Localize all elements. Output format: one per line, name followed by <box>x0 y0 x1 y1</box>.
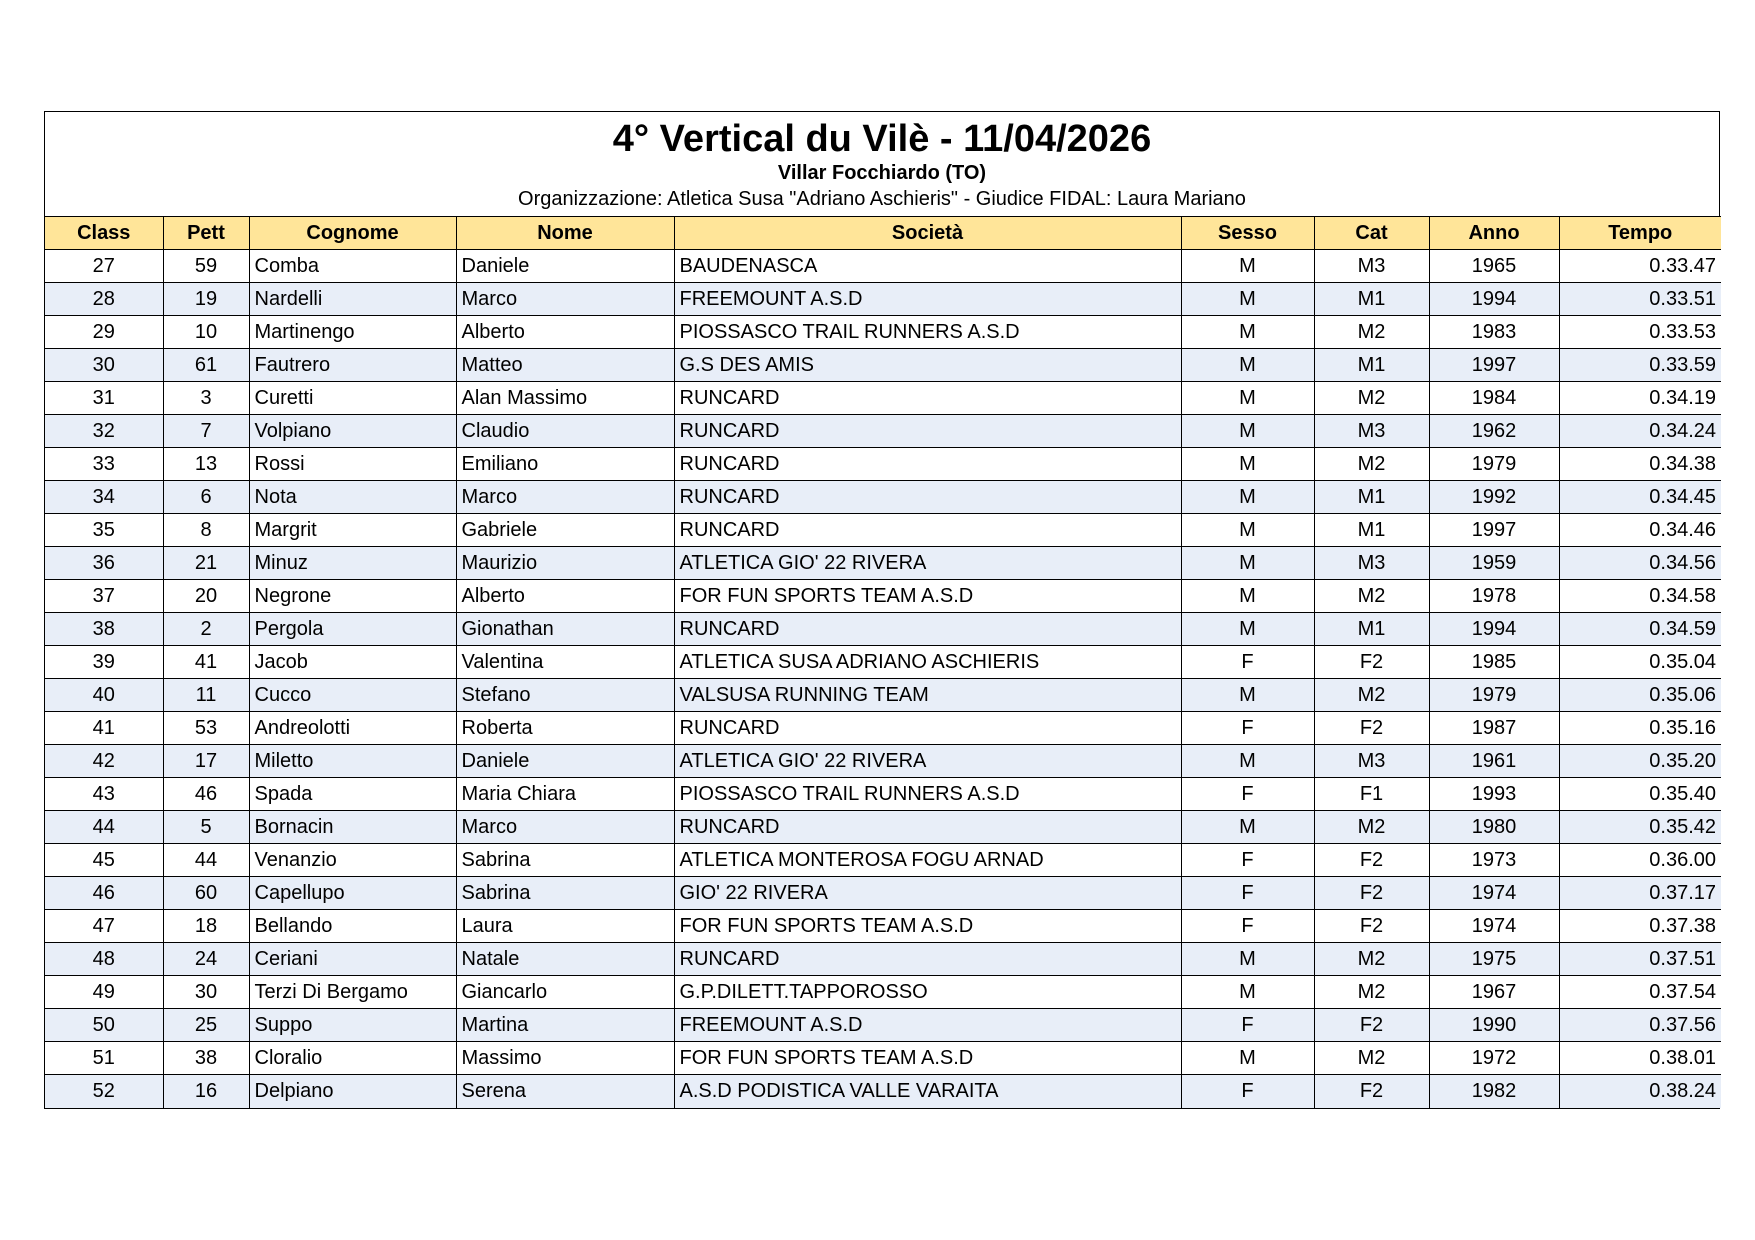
cell-cat: M3 <box>1314 547 1429 580</box>
cell-pett: 8 <box>163 514 249 547</box>
cell-tempo: 0.36.00 <box>1559 844 1721 877</box>
cell-nome: Roberta <box>456 712 674 745</box>
cell-cat: M1 <box>1314 514 1429 547</box>
cell-cat: M3 <box>1314 745 1429 778</box>
cell-pett: 11 <box>163 679 249 712</box>
cell-class: 45 <box>45 844 163 877</box>
cell-anno: 1987 <box>1429 712 1559 745</box>
cell-pett: 59 <box>163 250 249 283</box>
cell-societa: G.P.DILETT.TAPPOROSSO <box>674 976 1181 1009</box>
cell-sesso: M <box>1181 316 1314 349</box>
cell-pett: 41 <box>163 646 249 679</box>
cell-class: 27 <box>45 250 163 283</box>
cell-class: 34 <box>45 481 163 514</box>
cell-societa: PIOSSASCO TRAIL RUNNERS A.S.D <box>674 778 1181 811</box>
cell-cognome: Nardelli <box>249 283 456 316</box>
cell-pett: 24 <box>163 943 249 976</box>
cell-sesso: F <box>1181 1075 1314 1108</box>
cell-tempo: 0.34.24 <box>1559 415 1721 448</box>
cell-cat: M3 <box>1314 250 1429 283</box>
cell-pett: 5 <box>163 811 249 844</box>
cell-sesso: F <box>1181 646 1314 679</box>
cell-anno: 1979 <box>1429 679 1559 712</box>
cell-nome: Marco <box>456 811 674 844</box>
cell-pett: 7 <box>163 415 249 448</box>
cell-class: 33 <box>45 448 163 481</box>
cell-societa: RUNCARD <box>674 712 1181 745</box>
table-row <box>45 844 1721 877</box>
cell-cognome: Bellando <box>249 910 456 943</box>
column-header-class: Class <box>45 217 163 250</box>
cell-class: 35 <box>45 514 163 547</box>
cell-cognome: Margrit <box>249 514 456 547</box>
cell-tempo: 0.34.46 <box>1559 514 1721 547</box>
cell-nome: Marco <box>456 481 674 514</box>
table-row <box>45 547 1721 580</box>
cell-societa: RUNCARD <box>674 514 1181 547</box>
cell-anno: 1983 <box>1429 316 1559 349</box>
cell-societa: VALSUSA RUNNING TEAM <box>674 679 1181 712</box>
cell-nome: Serena <box>456 1075 674 1108</box>
cell-sesso: M <box>1181 811 1314 844</box>
results-header <box>45 112 1719 216</box>
cell-anno: 1985 <box>1429 646 1559 679</box>
cell-societa: GIO' 22 RIVERA <box>674 877 1181 910</box>
cell-class: 37 <box>45 580 163 613</box>
cell-cat: F2 <box>1314 910 1429 943</box>
cell-nome: Stefano <box>456 679 674 712</box>
table-row <box>45 712 1721 745</box>
cell-sesso: M <box>1181 613 1314 646</box>
cell-cognome: Terzi Di Bergamo <box>249 976 456 1009</box>
cell-anno: 1959 <box>1429 547 1559 580</box>
cell-sesso: M <box>1181 679 1314 712</box>
cell-cat: M2 <box>1314 943 1429 976</box>
cell-tempo: 0.34.19 <box>1559 382 1721 415</box>
cell-class: 29 <box>45 316 163 349</box>
results-body <box>45 250 1721 1108</box>
cell-sesso: F <box>1181 1009 1314 1042</box>
cell-nome: Gionathan <box>456 613 674 646</box>
cell-anno: 1975 <box>1429 943 1559 976</box>
cell-pett: 16 <box>163 1075 249 1108</box>
cell-anno: 1974 <box>1429 910 1559 943</box>
cell-cognome: Suppo <box>249 1009 456 1042</box>
cell-societa: FOR FUN SPORTS TEAM A.S.D <box>674 580 1181 613</box>
cell-societa: FOR FUN SPORTS TEAM A.S.D <box>674 910 1181 943</box>
column-header-anno: Anno <box>1429 217 1559 250</box>
cell-cat: F2 <box>1314 1009 1429 1042</box>
cell-tempo: 0.33.47 <box>1559 250 1721 283</box>
cell-cognome: Jacob <box>249 646 456 679</box>
cell-cognome: Andreolotti <box>249 712 456 745</box>
cell-sesso: M <box>1181 481 1314 514</box>
cell-cat: M1 <box>1314 283 1429 316</box>
cell-nome: Emiliano <box>456 448 674 481</box>
cell-anno: 1972 <box>1429 1042 1559 1075</box>
cell-nome: Sabrina <box>456 877 674 910</box>
cell-anno: 1992 <box>1429 481 1559 514</box>
cell-anno: 1997 <box>1429 514 1559 547</box>
cell-anno: 1962 <box>1429 415 1559 448</box>
cell-societa: BAUDENASCA <box>674 250 1181 283</box>
table-row <box>45 514 1721 547</box>
cell-nome: Alberto <box>456 580 674 613</box>
cell-sesso: F <box>1181 877 1314 910</box>
cell-tempo: 0.33.53 <box>1559 316 1721 349</box>
cell-tempo: 0.34.45 <box>1559 481 1721 514</box>
column-header-cognome: Cognome <box>249 217 456 250</box>
cell-tempo: 0.33.59 <box>1559 349 1721 382</box>
table-header-row <box>45 217 1721 250</box>
cell-tempo: 0.38.24 <box>1559 1075 1721 1108</box>
cell-tempo: 0.34.59 <box>1559 613 1721 646</box>
cell-societa: RUNCARD <box>674 448 1181 481</box>
event-title: 4° Vertical du Vilè - 11/04/2026 <box>612 118 1152 160</box>
cell-anno: 1973 <box>1429 844 1559 877</box>
table-row <box>45 250 1721 283</box>
cell-cat: M1 <box>1314 349 1429 382</box>
cell-class: 31 <box>45 382 163 415</box>
table-row <box>45 943 1721 976</box>
cell-sesso: F <box>1181 844 1314 877</box>
cell-tempo: 0.35.16 <box>1559 712 1721 745</box>
cell-societa: ATLETICA MONTEROSA FOGU ARNAD <box>674 844 1181 877</box>
cell-anno: 1979 <box>1429 448 1559 481</box>
table-row <box>45 910 1721 943</box>
cell-cat: M2 <box>1314 448 1429 481</box>
cell-class: 36 <box>45 547 163 580</box>
cell-pett: 30 <box>163 976 249 1009</box>
cell-tempo: 0.35.06 <box>1559 679 1721 712</box>
cell-cat: M2 <box>1314 679 1429 712</box>
cell-pett: 20 <box>163 580 249 613</box>
cell-class: 42 <box>45 745 163 778</box>
cell-cognome: Cucco <box>249 679 456 712</box>
cell-pett: 61 <box>163 349 249 382</box>
cell-sesso: M <box>1181 580 1314 613</box>
cell-societa: RUNCARD <box>674 481 1181 514</box>
cell-anno: 1994 <box>1429 283 1559 316</box>
cell-cognome: Ceriani <box>249 943 456 976</box>
cell-pett: 2 <box>163 613 249 646</box>
cell-cat: M2 <box>1314 1042 1429 1075</box>
cell-nome: Claudio <box>456 415 674 448</box>
cell-cat: F1 <box>1314 778 1429 811</box>
cell-cognome: Comba <box>249 250 456 283</box>
cell-societa: ATLETICA SUSA ADRIANO ASCHIERIS <box>674 646 1181 679</box>
cell-class: 41 <box>45 712 163 745</box>
cell-cat: F2 <box>1314 877 1429 910</box>
table-row <box>45 877 1721 910</box>
column-header-societa: Società <box>674 217 1181 250</box>
cell-nome: Massimo <box>456 1042 674 1075</box>
cell-tempo: 0.37.51 <box>1559 943 1721 976</box>
cell-anno: 1984 <box>1429 382 1559 415</box>
cell-anno: 1965 <box>1429 250 1559 283</box>
cell-sesso: M <box>1181 514 1314 547</box>
column-header-nome: Nome <box>456 217 674 250</box>
cell-societa: RUNCARD <box>674 382 1181 415</box>
cell-anno: 1974 <box>1429 877 1559 910</box>
cell-pett: 25 <box>163 1009 249 1042</box>
cell-class: 38 <box>45 613 163 646</box>
cell-cat: M1 <box>1314 613 1429 646</box>
cell-cognome: Delpiano <box>249 1075 456 1108</box>
cell-class: 46 <box>45 877 163 910</box>
cell-societa: RUNCARD <box>674 811 1181 844</box>
cell-cognome: Volpiano <box>249 415 456 448</box>
table-row <box>45 778 1721 811</box>
cell-nome: Sabrina <box>456 844 674 877</box>
cell-cat: F2 <box>1314 1075 1429 1108</box>
cell-sesso: M <box>1181 448 1314 481</box>
cell-cognome: Negrone <box>249 580 456 613</box>
cell-sesso: M <box>1181 943 1314 976</box>
cell-pett: 53 <box>163 712 249 745</box>
cell-tempo: 0.35.20 <box>1559 745 1721 778</box>
cell-class: 32 <box>45 415 163 448</box>
cell-pett: 46 <box>163 778 249 811</box>
cell-class: 51 <box>45 1042 163 1075</box>
cell-cognome: Capellupo <box>249 877 456 910</box>
table-row <box>45 1042 1721 1075</box>
cell-pett: 18 <box>163 910 249 943</box>
table-row <box>45 679 1721 712</box>
cell-class: 30 <box>45 349 163 382</box>
cell-societa: RUNCARD <box>674 943 1181 976</box>
cell-class: 43 <box>45 778 163 811</box>
table-row <box>45 1009 1721 1042</box>
cell-tempo: 0.37.17 <box>1559 877 1721 910</box>
cell-cognome: Spada <box>249 778 456 811</box>
cell-sesso: F <box>1181 712 1314 745</box>
cell-societa: RUNCARD <box>674 613 1181 646</box>
table-row <box>45 349 1721 382</box>
cell-cat: M2 <box>1314 976 1429 1009</box>
cell-class: 28 <box>45 283 163 316</box>
cell-tempo: 0.34.56 <box>1559 547 1721 580</box>
cell-anno: 1980 <box>1429 811 1559 844</box>
cell-anno: 1990 <box>1429 1009 1559 1042</box>
cell-tempo: 0.37.56 <box>1559 1009 1721 1042</box>
cell-anno: 1997 <box>1429 349 1559 382</box>
cell-societa: FOR FUN SPORTS TEAM A.S.D <box>674 1042 1181 1075</box>
cell-tempo: 0.34.38 <box>1559 448 1721 481</box>
cell-anno: 1994 <box>1429 613 1559 646</box>
cell-pett: 44 <box>163 844 249 877</box>
table-row <box>45 1075 1721 1108</box>
cell-class: 47 <box>45 910 163 943</box>
cell-sesso: M <box>1181 745 1314 778</box>
cell-pett: 21 <box>163 547 249 580</box>
cell-cognome: Curetti <box>249 382 456 415</box>
cell-anno: 1967 <box>1429 976 1559 1009</box>
cell-class: 50 <box>45 1009 163 1042</box>
cell-pett: 60 <box>163 877 249 910</box>
cell-societa: G.S DES AMIS <box>674 349 1181 382</box>
cell-cognome: Fautrero <box>249 349 456 382</box>
cell-cat: M1 <box>1314 481 1429 514</box>
cell-cognome: Minuz <box>249 547 456 580</box>
cell-sesso: M <box>1181 415 1314 448</box>
cell-sesso: F <box>1181 778 1314 811</box>
cell-class: 44 <box>45 811 163 844</box>
cell-societa: ATLETICA GIO' 22 RIVERA <box>674 547 1181 580</box>
cell-societa: PIOSSASCO TRAIL RUNNERS A.S.D <box>674 316 1181 349</box>
cell-cat: M2 <box>1314 316 1429 349</box>
cell-tempo: 0.37.54 <box>1559 976 1721 1009</box>
table-row <box>45 811 1721 844</box>
cell-anno: 1961 <box>1429 745 1559 778</box>
cell-pett: 17 <box>163 745 249 778</box>
results-table <box>45 216 1721 1108</box>
cell-tempo: 0.38.01 <box>1559 1042 1721 1075</box>
cell-sesso: M <box>1181 382 1314 415</box>
cell-societa: FREEMOUNT A.S.D <box>674 283 1181 316</box>
cell-cognome: Venanzio <box>249 844 456 877</box>
table-row <box>45 448 1721 481</box>
cell-pett: 10 <box>163 316 249 349</box>
cell-pett: 38 <box>163 1042 249 1075</box>
cell-tempo: 0.33.51 <box>1559 283 1721 316</box>
cell-societa: A.S.D PODISTICA VALLE VARAITA <box>674 1075 1181 1108</box>
cell-cat: F2 <box>1314 646 1429 679</box>
table-row <box>45 415 1721 448</box>
cell-nome: Maria Chiara <box>456 778 674 811</box>
column-header-cat: Cat <box>1314 217 1429 250</box>
cell-cognome: Bornacin <box>249 811 456 844</box>
table-row <box>45 976 1721 1009</box>
cell-societa: FREEMOUNT A.S.D <box>674 1009 1181 1042</box>
table-row <box>45 382 1721 415</box>
cell-cat: M2 <box>1314 580 1429 613</box>
table-row <box>45 283 1721 316</box>
cell-cognome: Pergola <box>249 613 456 646</box>
cell-cognome: Miletto <box>249 745 456 778</box>
cell-sesso: M <box>1181 349 1314 382</box>
cell-class: 49 <box>45 976 163 1009</box>
cell-nome: Marco <box>456 283 674 316</box>
cell-tempo: 0.35.04 <box>1559 646 1721 679</box>
cell-nome: Alberto <box>456 316 674 349</box>
cell-tempo: 0.37.38 <box>1559 910 1721 943</box>
cell-cat: F2 <box>1314 712 1429 745</box>
cell-societa: ATLETICA GIO' 22 RIVERA <box>674 745 1181 778</box>
cell-pett: 6 <box>163 481 249 514</box>
cell-anno: 1993 <box>1429 778 1559 811</box>
column-header-tempo: Tempo <box>1559 217 1721 250</box>
cell-cat: F2 <box>1314 844 1429 877</box>
cell-nome: Daniele <box>456 745 674 778</box>
cell-class: 52 <box>45 1075 163 1108</box>
cell-sesso: M <box>1181 1042 1314 1075</box>
cell-societa: RUNCARD <box>674 415 1181 448</box>
cell-class: 48 <box>45 943 163 976</box>
cell-nome: Giancarlo <box>456 976 674 1009</box>
table-row <box>45 646 1721 679</box>
cell-sesso: M <box>1181 547 1314 580</box>
event-organization: Organizzazione: Atletica Susa "Adriano Aschieris" - Giudice FIDAL: Laura Mariano <box>518 188 1246 210</box>
table-row <box>45 481 1721 514</box>
cell-class: 40 <box>45 679 163 712</box>
results-sheet <box>44 111 1720 1109</box>
cell-anno: 1978 <box>1429 580 1559 613</box>
cell-nome: Alan Massimo <box>456 382 674 415</box>
event-location: Villar Focchiardo (TO) <box>777 162 987 184</box>
cell-cat: M2 <box>1314 382 1429 415</box>
table-row <box>45 745 1721 778</box>
cell-cat: M2 <box>1314 811 1429 844</box>
cell-nome: Natale <box>456 943 674 976</box>
cell-nome: Maurizio <box>456 547 674 580</box>
table-row <box>45 613 1721 646</box>
cell-nome: Martina <box>456 1009 674 1042</box>
cell-sesso: M <box>1181 250 1314 283</box>
cell-pett: 13 <box>163 448 249 481</box>
cell-tempo: 0.34.58 <box>1559 580 1721 613</box>
cell-nome: Matteo <box>456 349 674 382</box>
column-header-sesso: Sesso <box>1181 217 1314 250</box>
cell-cognome: Nota <box>249 481 456 514</box>
cell-nome: Valentina <box>456 646 674 679</box>
cell-cognome: Martinengo <box>249 316 456 349</box>
cell-cognome: Cloralio <box>249 1042 456 1075</box>
cell-nome: Gabriele <box>456 514 674 547</box>
cell-pett: 19 <box>163 283 249 316</box>
cell-sesso: M <box>1181 976 1314 1009</box>
cell-nome: Laura <box>456 910 674 943</box>
cell-sesso: F <box>1181 910 1314 943</box>
cell-cat: M3 <box>1314 415 1429 448</box>
table-row <box>45 316 1721 349</box>
table-row <box>45 580 1721 613</box>
cell-sesso: M <box>1181 283 1314 316</box>
cell-tempo: 0.35.40 <box>1559 778 1721 811</box>
cell-nome: Daniele <box>456 250 674 283</box>
cell-pett: 3 <box>163 382 249 415</box>
cell-anno: 1982 <box>1429 1075 1559 1108</box>
cell-class: 39 <box>45 646 163 679</box>
column-header-pett: Pett <box>163 217 249 250</box>
cell-tempo: 0.35.42 <box>1559 811 1721 844</box>
cell-cognome: Rossi <box>249 448 456 481</box>
